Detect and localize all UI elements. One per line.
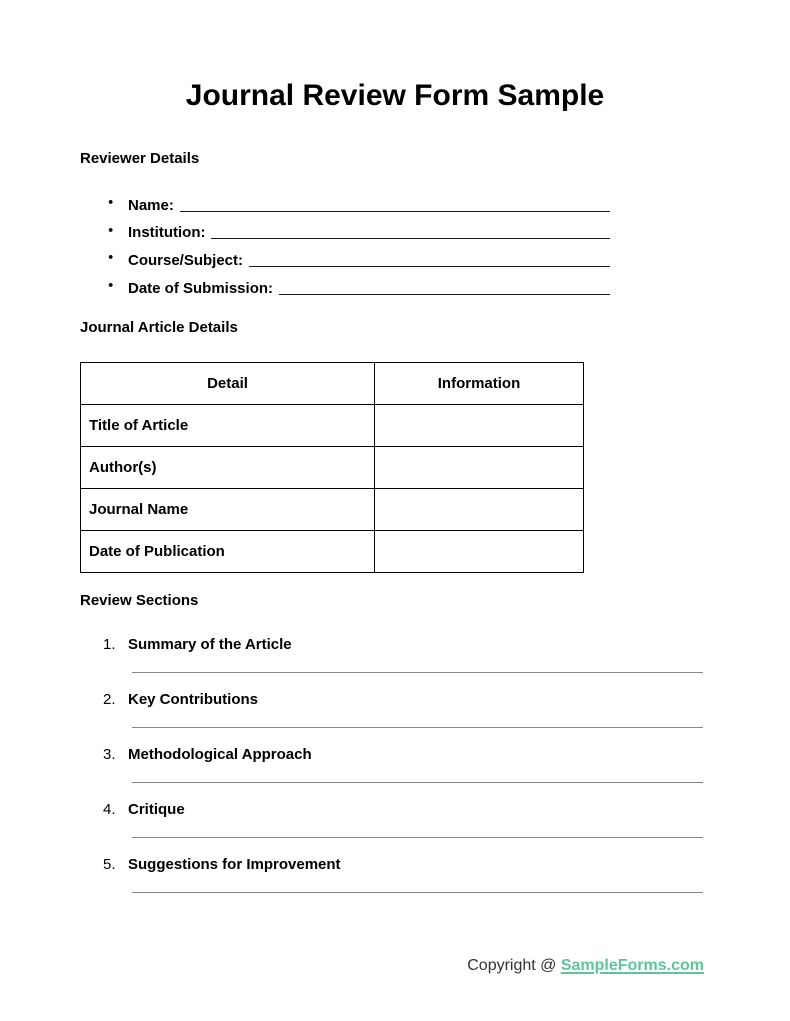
- course-subject-field-row: [128, 243, 610, 271]
- table-row: [81, 447, 584, 489]
- date-of-publication-info-cell[interactable]: [375, 531, 584, 573]
- page-title: Journal Review Form Sample: [185, 79, 605, 112]
- table-row: [81, 489, 584, 531]
- course-subject-field-label: ● Course/Subject:: [128, 252, 244, 270]
- item-number: 5.: [103, 856, 116, 873]
- course-subject-fill-line[interactable]: [249, 265, 610, 267]
- institution-field-label: ● Institution:: [128, 224, 206, 242]
- item-number: 1.: [103, 636, 116, 653]
- date-of-publication-cell: Date of Publication: [81, 531, 375, 573]
- institution-field-row: [128, 216, 610, 244]
- detail-column-header: Detail: [81, 363, 375, 405]
- name-field-row: [128, 188, 610, 216]
- information-column-header: Information: [375, 363, 584, 405]
- journal-article-details-table: [80, 362, 584, 573]
- journal-article-details-heading: Journal Article Details: [80, 319, 238, 336]
- copyright-text: Copyright @: [467, 957, 561, 974]
- journal-name-cell: Journal Name: [81, 489, 375, 531]
- review-item-critique: [80, 799, 703, 854]
- institution-fill-line[interactable]: [211, 237, 610, 239]
- suggestions-answer-line[interactable]: [132, 892, 703, 893]
- review-sections-list: [80, 634, 703, 909]
- reviewer-details-heading: Reviewer Details: [80, 150, 200, 167]
- name-fill-line[interactable]: [180, 210, 610, 212]
- authors-info-cell[interactable]: [375, 447, 584, 489]
- date-of-submission-fill-line[interactable]: [279, 293, 610, 295]
- methodological-approach-answer-line[interactable]: [132, 782, 703, 783]
- summary-of-article-label: Summary of the Article: [128, 636, 292, 653]
- review-item-suggestions: [80, 854, 703, 909]
- name-field-label: ● Name:: [128, 196, 174, 214]
- key-contributions-answer-line[interactable]: [132, 727, 703, 728]
- key-contributions-label: Key Contributions: [128, 691, 258, 708]
- footer: [467, 956, 704, 976]
- title-of-article-cell: Title of Article: [81, 405, 375, 447]
- critique-answer-line[interactable]: [132, 837, 703, 838]
- title-of-article-info-cell[interactable]: [375, 405, 584, 447]
- review-item-summary: [80, 634, 703, 689]
- table-row: [81, 405, 584, 447]
- reviewer-details-list: [128, 188, 610, 299]
- review-item-key-contributions: [80, 689, 703, 744]
- critique-label: Critique: [128, 801, 185, 818]
- review-sections-heading: Review Sections: [80, 592, 199, 609]
- table-row: [81, 531, 584, 573]
- methodological-approach-label: Methodological Approach: [128, 746, 312, 763]
- table-header-row: [81, 363, 584, 405]
- item-number: 2.: [103, 691, 116, 708]
- authors-cell: Author(s): [81, 447, 375, 489]
- item-number: 4.: [103, 801, 116, 818]
- item-number: 3.: [103, 746, 116, 763]
- date-of-submission-field-row: [128, 271, 610, 299]
- summary-answer-line[interactable]: [132, 672, 703, 673]
- journal-name-info-cell[interactable]: [375, 489, 584, 531]
- date-of-submission-field-label: ● Date of Submission:: [128, 279, 274, 297]
- review-item-methodological-approach: [80, 744, 703, 799]
- footer-brand-link[interactable]: SampleForms.com: [560, 957, 704, 974]
- suggestions-for-improvement-label: Suggestions for Improvement: [128, 856, 341, 873]
